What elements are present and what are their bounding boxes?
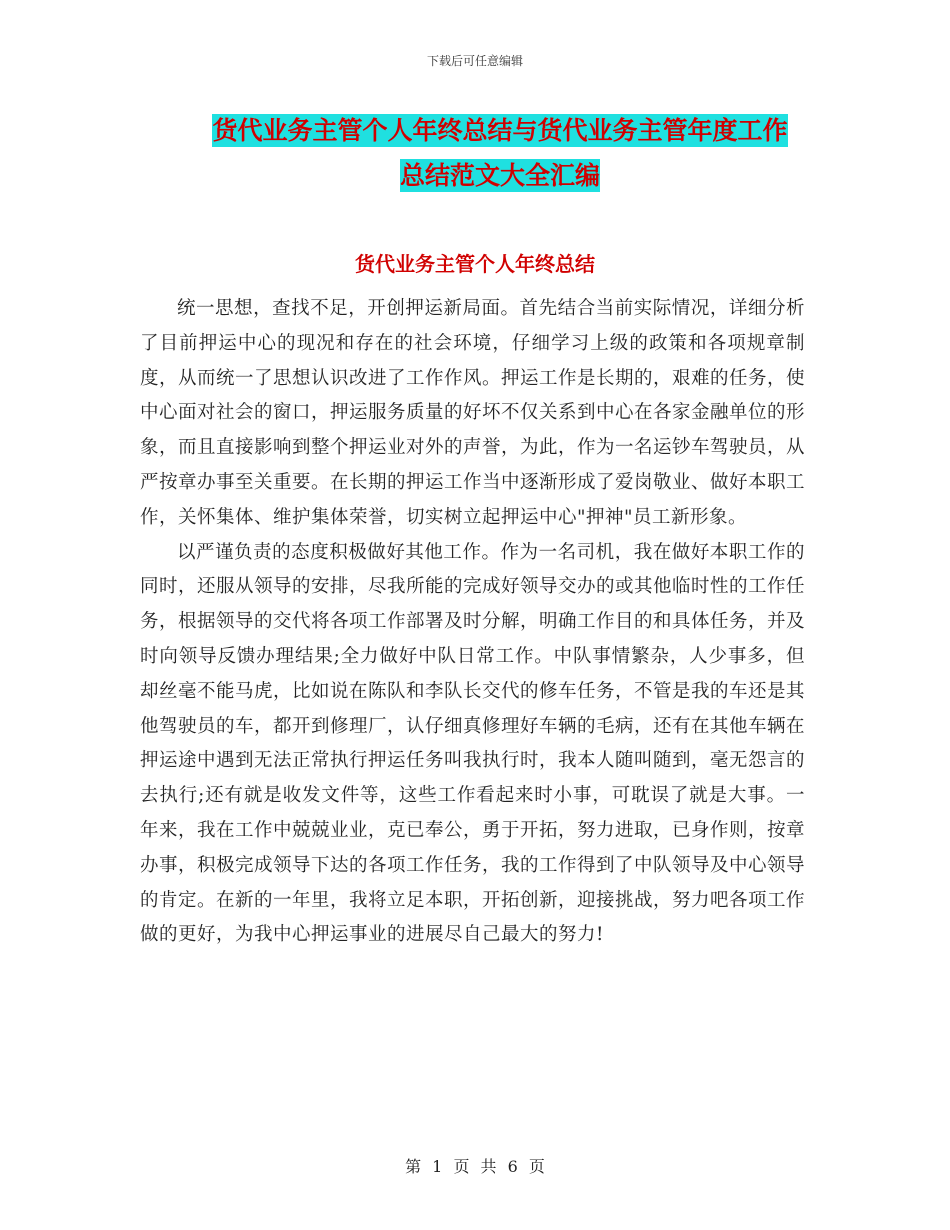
document-body (140, 292, 805, 953)
page-footer: 第 1 页 共 6 页 (405, 1157, 545, 1176)
document-title-line1: 货代业务主管个人年终总结与货代业务主管年度工作 (212, 116, 788, 145)
section-title: 货代业务主管个人年终总结 (355, 252, 595, 276)
document-title-line2: 总结范文大全汇编 (399, 161, 600, 190)
body-paragraph: 统一思想，查找不足，开创押运新局面。首先结合当前实际情况，详细分析了目前押运中心的现况和存在的社会环境，仔细学习上级的政策和各项规章制度，从而统一了思想认识改进了工作作风。押运工作是长期的，艰难的任务，使中心面对社会的窗口，押运服务质量的好坏不仅关系到中心在各家金融单位的形象，而且直接影响到整个押运业对外的声誉，为此，作为一名运钞车驾驶员，从严按章办事至关重要。在长期的押运工作当中逐渐形成了爱岗敬业、做好本职工作，关怀集体、维护集体荣誉，切实树立起押运中心"押神"员工新形象。 (140, 298, 806, 528)
document-title (130, 108, 870, 198)
body-paragraph: 以严谨负责的态度积极做好其他工作。作为一名司机，我在做好本职工作的同时，还服从领导的安排，尽我所能的完成好领导交办的或其他临时性的工作任务，根据领导的交代将各项工作部署及时分解，明确工作目的和具体任务，并及时向领导反馈办理结果;全力做好中队日常工作。中队事情繁杂，人少事多，但却丝毫不能马虎，比如说在陈队和李队长交代的修车任务，不管是我的车还是其他驾驶员的车，都开到修理厂，认仔细真修理好车辆的毛病，还有在其他车辆在押运途中遇到无法正常执行押运任务叫我执行时，我本人随叫随到，毫无怨言的去执行;还有就是收发文件等，这些工作看起来时小事，可耽误了就是大事。一年来，我在工作中兢兢业业，克已奉公，勇于开拓，努力进取，已身作则，按章办事，积极完成领导下达的各项工作任务，我的工作得到了中队领导及中心领导的肯定。在新的一年里，我将立足本职，开拓创新，迎接挑战，努力吧各项工作做的更好，为我中心押运事业的进展尽自己最大的努力! (140, 541, 806, 946)
header-note: 下载后可任意编辑 (426, 54, 523, 68)
